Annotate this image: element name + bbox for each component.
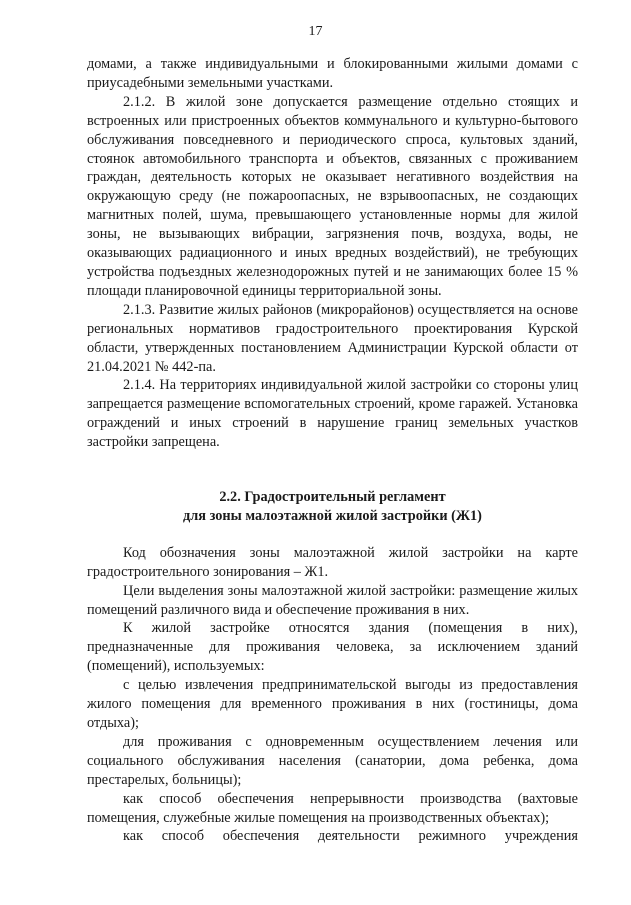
section-heading-line-2: для зоны малоэтажной жилой застройки (Ж1) <box>183 507 482 524</box>
paragraph: домами, а также индивидуальными и блокированными жилыми домами с приусадебными земельными участками. <box>87 56 578 91</box>
section-heading-line-1: 2.2. Градостроительный регламент <box>219 489 446 506</box>
paragraph-continued: как способ обеспечения деятельности режимного учреждения <box>123 828 578 845</box>
spacer <box>87 452 578 470</box>
spacer <box>87 470 578 488</box>
spacer <box>87 526 578 544</box>
paragraph: 2.1.2. В жилой зоне допускается размещение отдельно стоящих и встроенных или пристроенных объектов коммунального и культурно-бытового обслуживания повседневного и периодического спроса, культовых зданий, стоянок автомобильного транспорта и объектов, связанных с проживанием граждан, деятельность которых не оказывает негативного воздействия на окружающую среду (не пожароопасных, не взрывоопасных, не создающих магнитных полей, шума, превышающего установленные нормы для жилой зоны, не вызывающих вибрации, загрязнения почв, воздуха, воды, не оказывающих радиационного и иных вредных воздействий), не требующих устройства подъездных железнодорожных путей и не занимающих более 15 % площади планировочной единицы территориальной зоны. <box>87 93 578 299</box>
paragraph: для проживания с одновременным осуществлением лечения или социального обслуживания населения (санатории, дома ребенка, дома престарелых, больницы); <box>87 733 578 788</box>
paragraph: К жилой застройке относятся здания (помещения в них), предназначенные для проживания человека, за исключением зданий (помещений), используемых: <box>87 620 578 675</box>
paragraph: Код обозначения зоны малоэтажной жилой застройки на карте градостроительного зонирования – Ж1. <box>87 544 578 580</box>
paragraph: 2.1.3. Развитие жилых районов (микрорайонов) осуществляется на основе региональных нормативов градостроительного проектирования Курской области, утвержденных постановлением Администрации Курской области от 21.04.2021 № 442-па. <box>87 301 578 375</box>
page-number: 17 <box>308 24 323 39</box>
paragraph: 2.1.4. На территориях индивидуальной жилой застройки со стороны улиц запрещается размещение вспомогательных строений, кроме гаражей. Установка ограждений и иных строений в нарушение границ земельных участков застройки запрещена. <box>87 377 578 451</box>
paragraph: как способ обеспечения непрерывности производства (вахтовые помещения, служебные жилые помещения на производственных объектах); <box>87 790 578 826</box>
document-body <box>87 55 578 846</box>
paragraph: Цели выделения зоны малоэтажной жилой застройки: размещение жилых помещений различного вида и обеспечение проживания в них. <box>87 582 578 618</box>
paragraph: с целью извлечения предпринимательской выгоды из предоставления жилого помещения для временного проживания в них (гостиницы, дома отдыха); <box>87 677 578 731</box>
